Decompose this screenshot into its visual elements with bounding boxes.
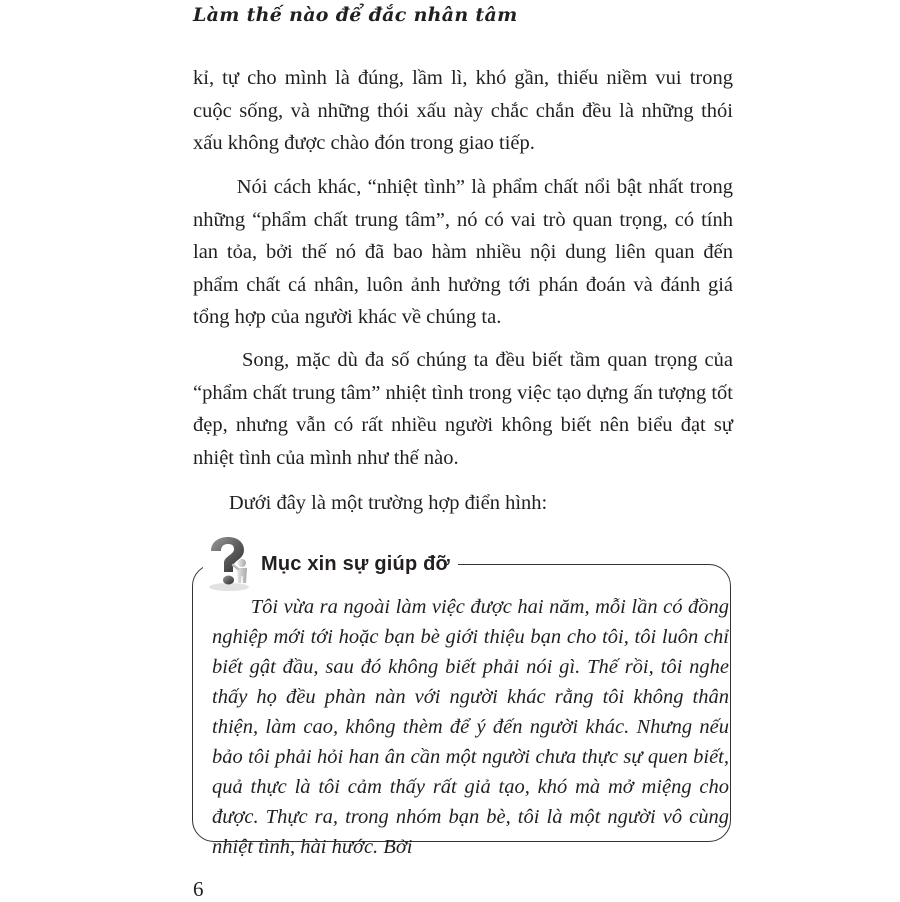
running-head: Làm thế nào để đắc nhân tâm <box>193 4 518 26</box>
paragraph-1: kỉ, tự cho mình là đúng, lầm lì, khó gần, thiếu niềm vui trong cuộc sống, và những thói xấu này chắc chắn đều là những thói xấu không được chào đón trong giao tiếp. <box>193 67 733 155</box>
paragraph-4: Dưới đây là một trường hợp điển hình: <box>193 492 548 514</box>
help-box-title: Mục xin sự giúp đỡ <box>261 552 450 575</box>
question-mark-figure-icon <box>203 536 253 592</box>
paragraph-3: Song, mặc dù đa số chúng ta đều biết tầm quan trọng của “phẩm chất trung tâm” nhiệt tình trong việc tạo dựng ấn tượng tốt đẹp, nhưng vẫn có rất nhiều người không biết nên biểu đạt sự nhiệt tình của mình như thế nào. <box>193 349 733 469</box>
help-box-header <box>203 536 458 592</box>
page-number: 6 <box>193 877 204 901</box>
help-box-text: Tôi vừa ra ngoài làm việc được hai năm, mỗi lần có đồng nghiệp mới tới hoặc bạn bè giới thiệu bạn cho tôi, tôi luôn chỉ biết gật đầu, sau đó không biết phải nói gì. Thế rồi, tôi nghe thấy họ đều phàn nàn với người khác rằng tôi không thân thiện, làm cao, không thèm để ý đến người khác. Nhưng nếu bảo tôi phải hỏi han ân cần một người chưa thực sự quen biết, quả thực là tôi cảm thấy rất giả tạo, khó mà mở miệng cho được. Thực ra, trong nhóm bạn bè, tôi là một người vô cùng nhiệt tình, hài hước. Bởi <box>212 596 729 858</box>
paragraph-2: Nói cách khác, “nhiệt tình” là phẩm chất nổi bật nhất trong những “phẩm chất trung tâm”, nó có vai trò quan trọng, có tính lan tỏa, bởi thế nó đã bao hàm nhiều nội dung liên quan đến phẩm chất cá nhân, luôn ảnh hưởng tới phán đoán và đánh giá tổng hợp của người khác về chúng ta. <box>193 176 733 329</box>
